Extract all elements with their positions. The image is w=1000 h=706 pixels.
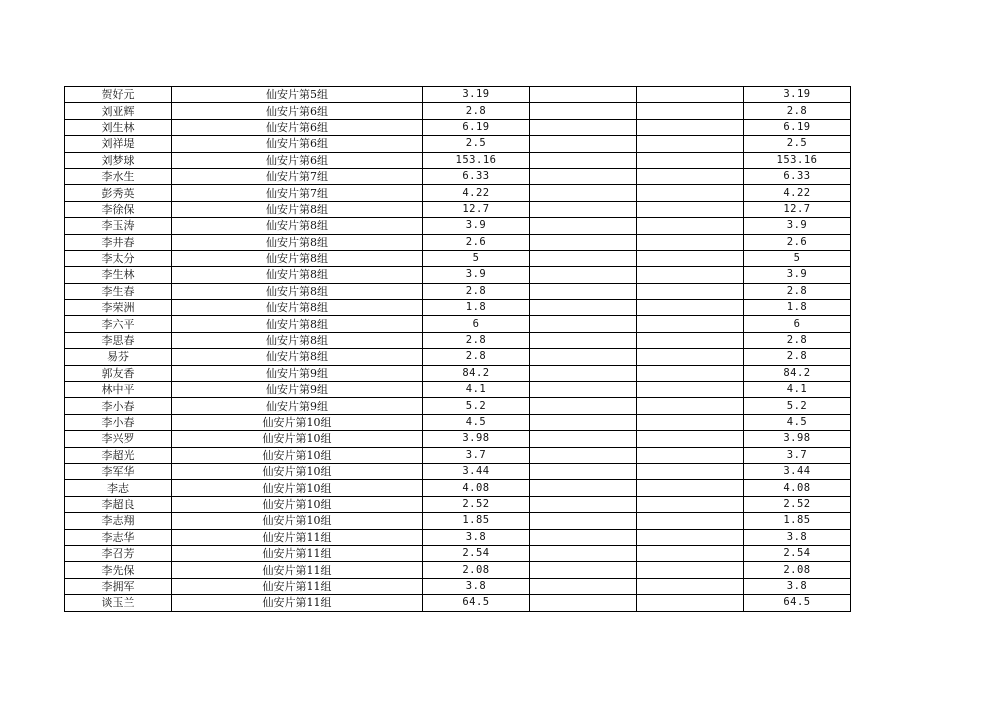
name-cell[interactable]: 刘梦球 (65, 152, 172, 168)
name-cell[interactable]: 李六平 (65, 316, 172, 332)
value-b-cell[interactable] (530, 463, 637, 479)
value-c-cell[interactable] (637, 398, 744, 414)
value-d-cell[interactable]: 3.9 (744, 267, 851, 283)
value-d-cell[interactable]: 5.2 (744, 398, 851, 414)
value-b-cell[interactable] (530, 480, 637, 496)
table-row (65, 431, 851, 447)
value-d-cell[interactable]: 6.33 (744, 168, 851, 184)
value-d-cell[interactable]: 3.8 (744, 578, 851, 594)
value-b-cell[interactable] (530, 431, 637, 447)
table-row (65, 283, 851, 299)
value-c-cell[interactable] (637, 496, 744, 512)
location-cell[interactable]: 仙安片第8组 (172, 267, 423, 283)
value-c-cell[interactable] (637, 365, 744, 381)
location-cell[interactable]: 仙安片第11组 (172, 595, 423, 611)
table-row (65, 349, 851, 365)
name-cell[interactable]: 李超良 (65, 496, 172, 512)
value-a-cell[interactable]: 3.8 (423, 578, 530, 594)
table-row (65, 529, 851, 545)
value-c-cell[interactable] (637, 349, 744, 365)
value-a-cell[interactable]: 4.1 (423, 382, 530, 398)
location-cell[interactable]: 仙安片第7组 (172, 185, 423, 201)
value-b-cell[interactable] (530, 218, 637, 234)
value-a-cell[interactable]: 6.33 (423, 168, 530, 184)
value-c-cell[interactable] (637, 578, 744, 594)
name-cell[interactable]: 李井春 (65, 234, 172, 250)
name-cell[interactable]: 谈玉兰 (65, 595, 172, 611)
value-d-cell[interactable]: 2.5 (744, 136, 851, 152)
table-row (65, 365, 851, 381)
value-d-cell[interactable]: 2.8 (744, 103, 851, 119)
name-cell[interactable]: 李徐保 (65, 201, 172, 217)
table-row (65, 87, 851, 103)
value-b-cell[interactable] (530, 447, 637, 463)
location-cell[interactable]: 仙安片第10组 (172, 431, 423, 447)
value-b-cell[interactable] (530, 119, 637, 135)
value-b-cell[interactable] (530, 332, 637, 348)
location-cell[interactable]: 仙安片第8组 (172, 300, 423, 316)
value-b-cell[interactable] (530, 136, 637, 152)
table-row (65, 185, 851, 201)
name-cell[interactable]: 李军华 (65, 463, 172, 479)
value-a-cell[interactable]: 1.85 (423, 513, 530, 529)
value-d-cell[interactable]: 4.1 (744, 382, 851, 398)
table-row (65, 201, 851, 217)
value-a-cell[interactable]: 5.2 (423, 398, 530, 414)
value-c-cell[interactable] (637, 87, 744, 103)
value-c-cell[interactable] (637, 218, 744, 234)
name-cell[interactable]: 刘生林 (65, 119, 172, 135)
value-b-cell[interactable] (530, 201, 637, 217)
value-d-cell[interactable]: 3.8 (744, 529, 851, 545)
value-d-cell[interactable]: 2.6 (744, 234, 851, 250)
location-cell[interactable]: 仙安片第5组 (172, 87, 423, 103)
value-d-cell[interactable]: 2.54 (744, 545, 851, 561)
value-c-cell[interactable] (637, 152, 744, 168)
table-row (65, 168, 851, 184)
name-cell[interactable]: 刘祥堤 (65, 136, 172, 152)
value-d-cell[interactable]: 4.08 (744, 480, 851, 496)
table-row (65, 250, 851, 266)
value-a-cell[interactable]: 4.08 (423, 480, 530, 496)
table-row (65, 398, 851, 414)
value-d-cell[interactable]: 3.7 (744, 447, 851, 463)
value-b-cell[interactable] (530, 414, 637, 430)
name-cell[interactable]: 彭秀英 (65, 185, 172, 201)
value-c-cell[interactable] (637, 119, 744, 135)
value-d-cell[interactable]: 3.98 (744, 431, 851, 447)
location-cell[interactable]: 仙安片第9组 (172, 365, 423, 381)
value-b-cell[interactable] (530, 152, 637, 168)
value-c-cell[interactable] (637, 332, 744, 348)
value-b-cell[interactable] (530, 87, 637, 103)
value-a-cell[interactable]: 2.8 (423, 103, 530, 119)
value-d-cell[interactable]: 12.7 (744, 201, 851, 217)
location-cell[interactable]: 仙安片第6组 (172, 136, 423, 152)
location-cell[interactable]: 仙安片第11组 (172, 529, 423, 545)
value-a-cell[interactable]: 3.8 (423, 529, 530, 545)
value-b-cell[interactable] (530, 562, 637, 578)
name-cell[interactable]: 易芬 (65, 349, 172, 365)
value-b-cell[interactable] (530, 529, 637, 545)
value-d-cell[interactable]: 4.5 (744, 414, 851, 430)
value-c-cell[interactable] (637, 382, 744, 398)
value-c-cell[interactable] (637, 595, 744, 611)
name-cell[interactable]: 李志翔 (65, 513, 172, 529)
value-d-cell[interactable]: 4.22 (744, 185, 851, 201)
value-d-cell[interactable]: 3.44 (744, 463, 851, 479)
value-b-cell[interactable] (530, 349, 637, 365)
value-c-cell[interactable] (637, 447, 744, 463)
table-row (65, 496, 851, 512)
table-row (65, 136, 851, 152)
value-d-cell[interactable]: 1.85 (744, 513, 851, 529)
table-row (65, 332, 851, 348)
location-cell[interactable]: 仙安片第8组 (172, 234, 423, 250)
value-c-cell[interactable] (637, 250, 744, 266)
value-b-cell[interactable] (530, 250, 637, 266)
location-cell[interactable]: 仙安片第11组 (172, 545, 423, 561)
name-cell[interactable]: 郭友香 (65, 365, 172, 381)
value-d-cell[interactable]: 2.52 (744, 496, 851, 512)
location-cell[interactable]: 仙安片第6组 (172, 119, 423, 135)
value-a-cell[interactable]: 3.44 (423, 463, 530, 479)
table-row (65, 234, 851, 250)
value-a-cell[interactable]: 84.2 (423, 365, 530, 381)
location-cell[interactable]: 仙安片第6组 (172, 152, 423, 168)
location-cell[interactable]: 仙安片第8组 (172, 332, 423, 348)
data-table (64, 86, 851, 612)
value-d-cell[interactable]: 2.08 (744, 562, 851, 578)
value-c-cell[interactable] (637, 545, 744, 561)
value-c-cell[interactable] (637, 316, 744, 332)
location-cell[interactable]: 仙安片第8组 (172, 201, 423, 217)
value-d-cell[interactable]: 2.8 (744, 332, 851, 348)
value-b-cell[interactable] (530, 103, 637, 119)
value-c-cell[interactable] (637, 234, 744, 250)
value-b-cell[interactable] (530, 545, 637, 561)
value-a-cell[interactable]: 4.5 (423, 414, 530, 430)
value-d-cell[interactable]: 3.19 (744, 87, 851, 103)
value-a-cell[interactable]: 2.54 (423, 545, 530, 561)
value-c-cell[interactable] (637, 431, 744, 447)
value-a-cell[interactable]: 64.5 (423, 595, 530, 611)
location-cell[interactable]: 仙安片第11组 (172, 562, 423, 578)
table-row (65, 480, 851, 496)
value-d-cell[interactable]: 64.5 (744, 595, 851, 611)
value-a-cell[interactable]: 2.6 (423, 234, 530, 250)
value-b-cell[interactable] (530, 316, 637, 332)
value-c-cell[interactable] (637, 414, 744, 430)
name-cell[interactable]: 李志华 (65, 529, 172, 545)
value-b-cell[interactable] (530, 365, 637, 381)
table-row (65, 463, 851, 479)
name-cell[interactable]: 李超光 (65, 447, 172, 463)
value-a-cell[interactable]: 6 (423, 316, 530, 332)
name-cell[interactable]: 李生林 (65, 267, 172, 283)
name-cell[interactable]: 李小春 (65, 398, 172, 414)
value-b-cell[interactable] (530, 382, 637, 398)
table-row (65, 152, 851, 168)
value-c-cell[interactable] (637, 168, 744, 184)
name-cell[interactable]: 李小春 (65, 414, 172, 430)
value-a-cell[interactable]: 3.9 (423, 218, 530, 234)
name-cell[interactable]: 李太分 (65, 250, 172, 266)
value-b-cell[interactable] (530, 496, 637, 512)
value-b-cell[interactable] (530, 300, 637, 316)
value-a-cell[interactable]: 6.19 (423, 119, 530, 135)
value-d-cell[interactable]: 6.19 (744, 119, 851, 135)
name-cell[interactable]: 林中平 (65, 382, 172, 398)
table-row (65, 218, 851, 234)
value-a-cell[interactable]: 2.52 (423, 496, 530, 512)
name-cell[interactable]: 李先保 (65, 562, 172, 578)
table-row (65, 267, 851, 283)
table-row (65, 300, 851, 316)
value-a-cell[interactable]: 2.5 (423, 136, 530, 152)
value-b-cell[interactable] (530, 578, 637, 594)
table-row (65, 595, 851, 611)
value-a-cell[interactable]: 3.7 (423, 447, 530, 463)
value-c-cell[interactable] (637, 300, 744, 316)
value-b-cell[interactable] (530, 234, 637, 250)
value-a-cell[interactable]: 1.8 (423, 300, 530, 316)
value-c-cell[interactable] (637, 562, 744, 578)
value-c-cell[interactable] (637, 185, 744, 201)
value-b-cell[interactable] (530, 168, 637, 184)
value-a-cell[interactable]: 3.19 (423, 87, 530, 103)
value-a-cell[interactable]: 2.08 (423, 562, 530, 578)
value-c-cell[interactable] (637, 283, 744, 299)
name-cell[interactable]: 李玉涛 (65, 218, 172, 234)
location-cell[interactable]: 仙安片第8组 (172, 316, 423, 332)
value-a-cell[interactable]: 5 (423, 250, 530, 266)
table-row (65, 103, 851, 119)
value-d-cell[interactable]: 3.9 (744, 218, 851, 234)
value-d-cell[interactable]: 1.8 (744, 300, 851, 316)
value-c-cell[interactable] (637, 529, 744, 545)
table-row (65, 316, 851, 332)
location-cell[interactable]: 仙安片第8组 (172, 250, 423, 266)
name-cell[interactable]: 李水生 (65, 168, 172, 184)
value-a-cell[interactable]: 3.9 (423, 267, 530, 283)
location-cell[interactable]: 仙安片第8组 (172, 218, 423, 234)
name-cell[interactable]: 李荣洲 (65, 300, 172, 316)
value-a-cell[interactable]: 2.8 (423, 283, 530, 299)
value-b-cell[interactable] (530, 283, 637, 299)
value-a-cell[interactable]: 12.7 (423, 201, 530, 217)
name-cell[interactable]: 李兴罗 (65, 431, 172, 447)
value-c-cell[interactable] (637, 103, 744, 119)
value-b-cell[interactable] (530, 267, 637, 283)
name-cell[interactable]: 李生春 (65, 283, 172, 299)
table-row (65, 578, 851, 594)
value-a-cell[interactable]: 3.98 (423, 431, 530, 447)
name-cell[interactable]: 刘亚辉 (65, 103, 172, 119)
table-row (65, 414, 851, 430)
value-c-cell[interactable] (637, 201, 744, 217)
value-c-cell[interactable] (637, 463, 744, 479)
location-cell[interactable]: 仙安片第8组 (172, 283, 423, 299)
table-row (65, 382, 851, 398)
location-cell[interactable]: 仙安片第10组 (172, 447, 423, 463)
value-a-cell[interactable]: 4.22 (423, 185, 530, 201)
location-cell[interactable]: 仙安片第10组 (172, 414, 423, 430)
table-row (65, 119, 851, 135)
value-d-cell[interactable]: 5 (744, 250, 851, 266)
spreadsheet-page (64, 86, 851, 612)
table-row (65, 562, 851, 578)
value-c-cell[interactable] (637, 136, 744, 152)
location-cell[interactable]: 仙安片第10组 (172, 496, 423, 512)
value-c-cell[interactable] (637, 480, 744, 496)
name-cell[interactable]: 李拥军 (65, 578, 172, 594)
location-cell[interactable]: 仙安片第9组 (172, 398, 423, 414)
value-b-cell[interactable] (530, 398, 637, 414)
location-cell[interactable]: 仙安片第11组 (172, 578, 423, 594)
location-cell[interactable]: 仙安片第8组 (172, 349, 423, 365)
value-d-cell[interactable]: 2.8 (744, 283, 851, 299)
value-b-cell[interactable] (530, 185, 637, 201)
name-cell[interactable]: 贺好元 (65, 87, 172, 103)
table-body (65, 87, 851, 612)
location-cell[interactable]: 仙安片第10组 (172, 513, 423, 529)
value-a-cell[interactable]: 2.8 (423, 332, 530, 348)
value-b-cell[interactable] (530, 595, 637, 611)
value-d-cell[interactable]: 153.16 (744, 152, 851, 168)
location-cell[interactable]: 仙安片第9组 (172, 382, 423, 398)
table-row (65, 545, 851, 561)
value-d-cell[interactable]: 2.8 (744, 349, 851, 365)
value-c-cell[interactable] (637, 513, 744, 529)
name-cell[interactable]: 李思春 (65, 332, 172, 348)
location-cell[interactable]: 仙安片第10组 (172, 463, 423, 479)
name-cell[interactable]: 李召芳 (65, 545, 172, 561)
name-cell[interactable]: 李志 (65, 480, 172, 496)
value-c-cell[interactable] (637, 267, 744, 283)
value-b-cell[interactable] (530, 513, 637, 529)
value-a-cell[interactable]: 153.16 (423, 152, 530, 168)
location-cell[interactable]: 仙安片第6组 (172, 103, 423, 119)
location-cell[interactable]: 仙安片第10组 (172, 480, 423, 496)
value-d-cell[interactable]: 84.2 (744, 365, 851, 381)
value-d-cell[interactable]: 6 (744, 316, 851, 332)
value-a-cell[interactable]: 2.8 (423, 349, 530, 365)
location-cell[interactable]: 仙安片第7组 (172, 168, 423, 184)
table-row (65, 513, 851, 529)
table-row (65, 447, 851, 463)
